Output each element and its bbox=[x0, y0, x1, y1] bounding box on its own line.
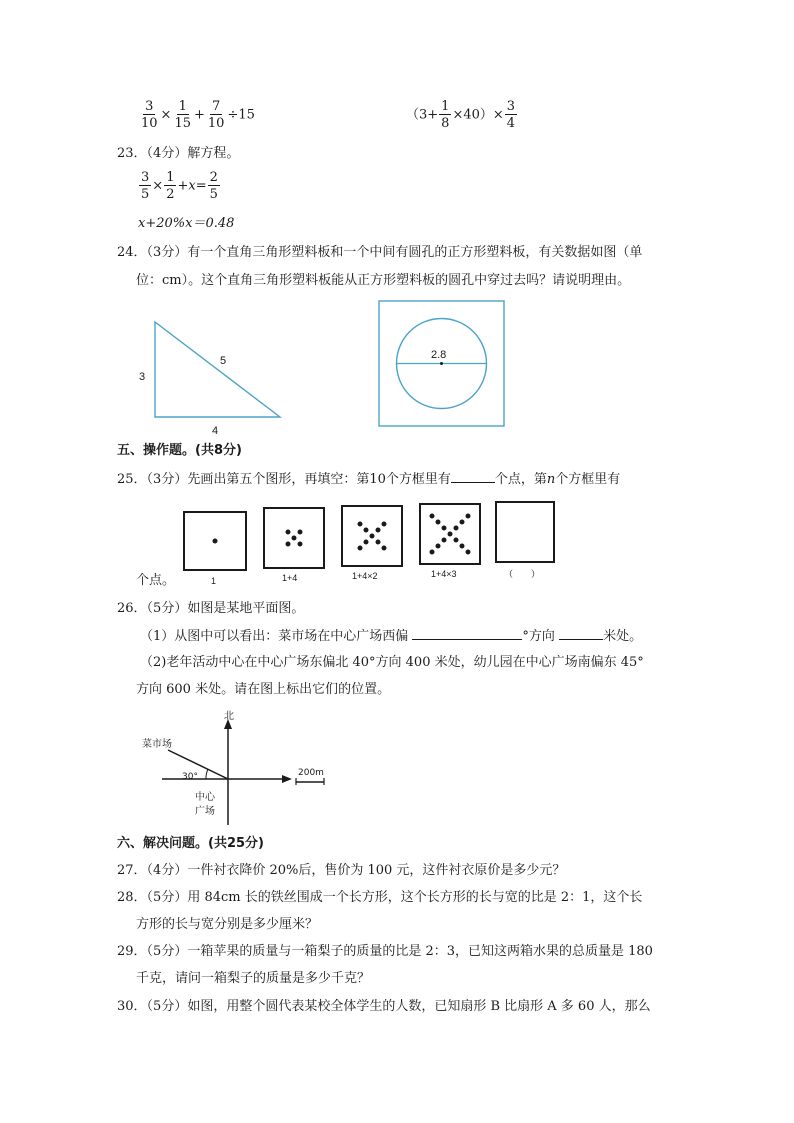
center-label-1: 中心 bbox=[195, 792, 215, 803]
section-6-title: 六、解决问题。(共25分) bbox=[117, 836, 264, 851]
scale-label: 200m bbox=[298, 768, 324, 778]
q24-line-1: 24．（3分）有一个直角三角形塑料板和一个中间有圆孔的正方形塑料板，有关数据如图（单 bbox=[117, 245, 643, 260]
east-arrow-head bbox=[282, 775, 292, 783]
pattern-figure-4 bbox=[420, 504, 480, 564]
q30-line-1: 30．（5分）如图，用整个圆代表某校全体学生的人数，已知扇形 B 比扇形 A 多 60 人，那么 bbox=[117, 999, 651, 1014]
angle-arc bbox=[206, 769, 208, 779]
center-label-2: 广场 bbox=[195, 806, 215, 817]
q27-text: 27．（4分）一件衬衣降价 20%后，售价为 100 元，这件衬衣原价是多少元？ bbox=[117, 863, 566, 878]
q24-triangle-figure bbox=[130, 312, 300, 437]
angle-label: 30° bbox=[182, 772, 198, 782]
q28-line-1: 28．（5分）用 84cm 长的铁丝围成一个长方形，这个长方形的长与宽的比是 2：1，这个长 bbox=[117, 890, 643, 905]
north-label: 北 bbox=[224, 711, 234, 722]
q26-map-figure bbox=[140, 707, 360, 827]
q25-line-2: 个点。 bbox=[136, 573, 176, 588]
answer-blank[interactable] bbox=[559, 627, 603, 640]
q24-line-2: 位：cm）。这个直角三角形塑料板能从正方形塑料板的圆孔中穿过去吗？请说明理由。 bbox=[136, 273, 631, 288]
caption-figure-1: 1 bbox=[211, 576, 217, 586]
q26-part-2-line-1: （2)老年活动中心在中心广场东偏北 40°方向 400 米处，幼儿园在中心广场南偏东 45° bbox=[140, 655, 644, 670]
market-label: 菜市场 bbox=[142, 739, 172, 750]
q26-part-1: （1）从图中可以看出：菜市场在中心广场西偏 °方向 米处。 bbox=[140, 629, 643, 644]
caption-figure-4: 1+4×3 bbox=[431, 569, 457, 579]
q25-line-1: 25．（3分）先画出第五个图形，再填空：第10个方框里有 个点，第n个方框里有 bbox=[117, 472, 621, 487]
q28-line-2: 方形的长与宽分别是多少厘米？ bbox=[136, 917, 319, 932]
fraction: $\frac{7}{10}$ bbox=[207, 99, 225, 131]
q29-line-2: 千克，请问一箱梨子的质量是多少千克？ bbox=[136, 971, 371, 986]
triangle-side-b: 4 bbox=[212, 425, 219, 437]
section-5-title: 五、操作题。(共8分) bbox=[117, 443, 242, 458]
q26-heading: 26．（5分）如图是某地平面图。 bbox=[117, 601, 305, 616]
q23-equation-2: x+20%x＝0.48 bbox=[138, 216, 235, 231]
q23-heading: 23．（4分）解方程。 bbox=[117, 146, 240, 161]
diameter-label: 2.8 bbox=[431, 349, 447, 361]
triangle-side-a: 3 bbox=[139, 371, 146, 383]
answer-blank[interactable] bbox=[412, 627, 522, 640]
pattern-figure-2 bbox=[264, 508, 324, 568]
fraction: $\frac{3}{10}$ bbox=[141, 99, 158, 131]
caption-figure-3: 1+4×2 bbox=[352, 571, 378, 581]
fraction: $\frac{2}{5}$ bbox=[209, 170, 218, 202]
q26-part-2-line-2: 方向 600 米处。请在图上标出它们的位置。 bbox=[136, 682, 391, 697]
q29-line-1: 29．（5分）一箱苹果的质量与一箱梨子的质量的比是 2：3，已知这两箱水果的总质量是 180 bbox=[117, 944, 653, 959]
market-direction-line bbox=[168, 750, 228, 779]
triangle-side-c: 5 bbox=[220, 355, 227, 367]
right-triangle bbox=[155, 322, 280, 417]
q24-square-with-hole bbox=[377, 299, 507, 429]
pattern-figure-1 bbox=[184, 512, 246, 570]
answer-blank[interactable] bbox=[451, 470, 495, 483]
q22-expression-1: $\frac{3}{10}$ × $\frac{1}{15}$ + $\frac{7}{10}$ ÷15 bbox=[141, 99, 255, 131]
q23-equation-1: $\frac{3}{5}$ × $\frac{1}{2}$ +x= $\frac{2}{5}$ bbox=[141, 170, 218, 202]
fraction: $\frac{1}{2}$ bbox=[166, 170, 175, 202]
fraction: $\frac{3}{5}$ bbox=[141, 170, 150, 202]
caption-figure-5: （ ） bbox=[504, 569, 541, 579]
fraction: $\frac{1}{15}$ bbox=[174, 99, 191, 131]
pattern-figure-5-empty[interactable] bbox=[496, 502, 554, 562]
fraction: $\frac{3}{4}$ bbox=[506, 99, 516, 131]
hole-center bbox=[440, 362, 443, 365]
caption-figure-2: 1+4 bbox=[282, 573, 298, 583]
pattern-figure-3 bbox=[342, 506, 402, 566]
q22-expression-2: （3+ $\frac{1}{8}$ ×40）× $\frac{3}{4}$ bbox=[406, 99, 516, 131]
fraction: $\frac{1}{8}$ bbox=[441, 99, 450, 131]
